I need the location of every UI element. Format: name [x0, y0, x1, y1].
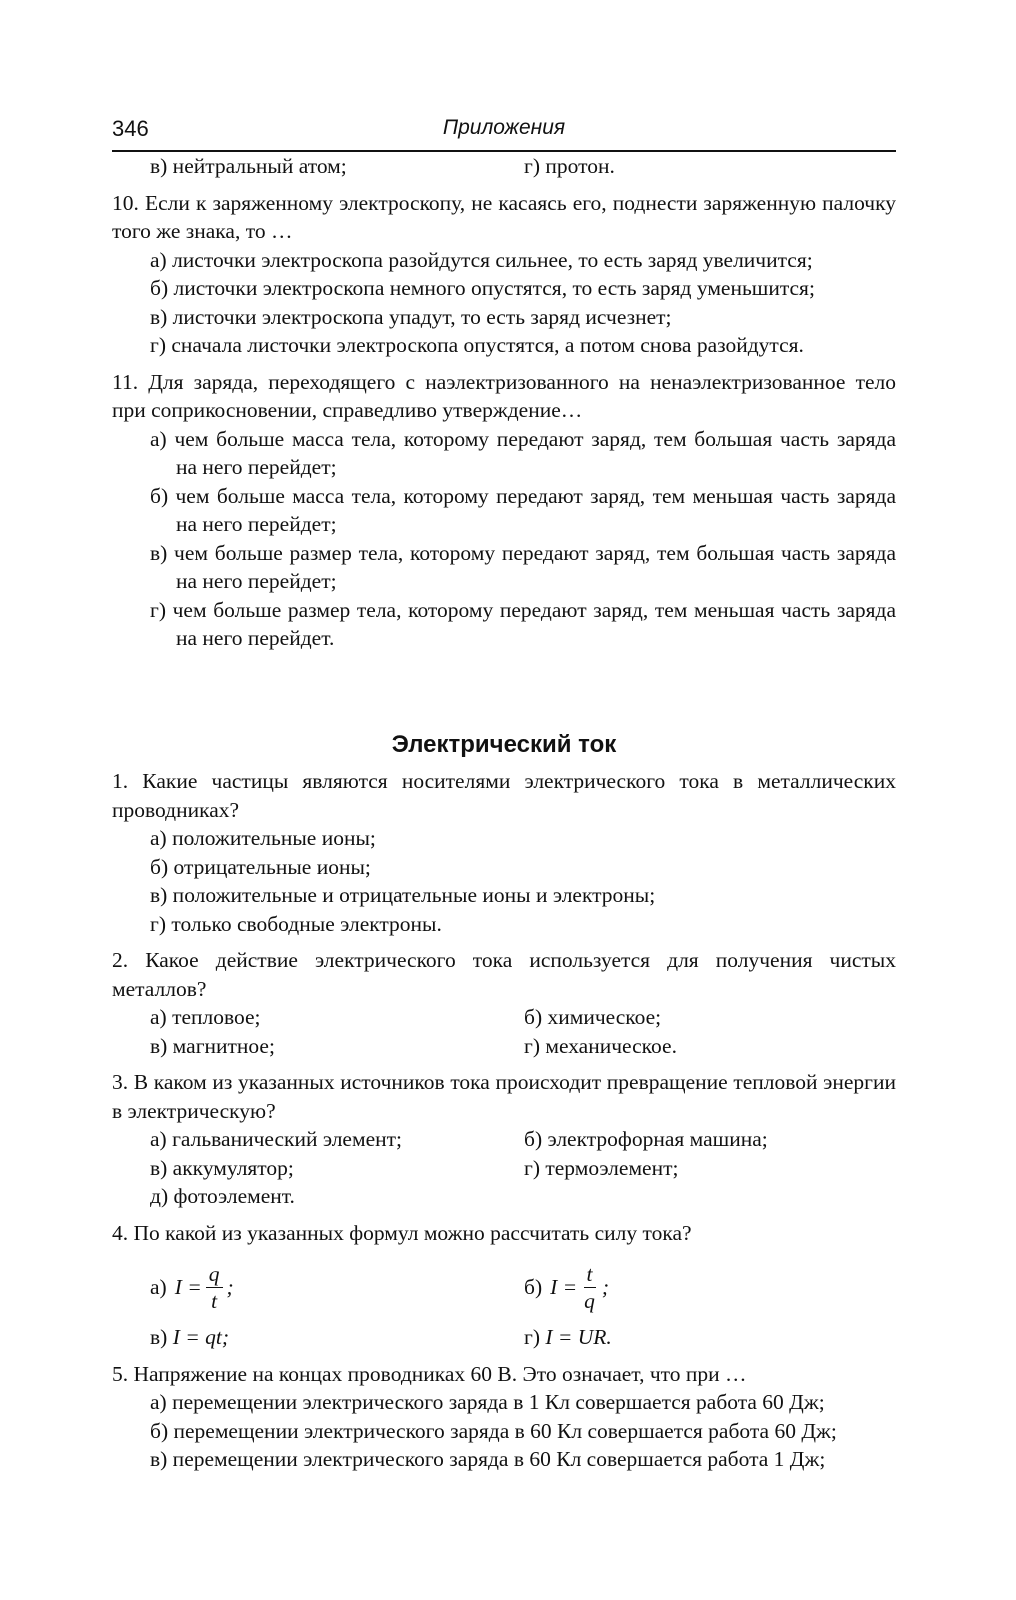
formula-tail: ; — [226, 1274, 234, 1299]
question-2 — [112, 946, 896, 1060]
options-row — [112, 1182, 896, 1211]
page-header — [112, 116, 896, 152]
question-10 — [112, 189, 896, 360]
option: б) электрофорная машина; — [524, 1127, 768, 1151]
options-row — [112, 1323, 896, 1352]
question-text: 10. Если к заряженному электроскопу, не касаясь его, поднести заряженную палочку того же знака, то … — [112, 190, 896, 243]
question-text: 3. В каком из указанных источников тока происходит превращение тепловой энергии в электрическую? — [112, 1070, 896, 1123]
formula-option-b — [524, 1261, 896, 1314]
option: б) отрицательные ионы; — [150, 854, 371, 879]
option: г) механическое. — [524, 1033, 677, 1058]
running-title: Приложения — [442, 116, 566, 139]
formula-row — [112, 1251, 896, 1323]
option-label: в) — [150, 1325, 168, 1349]
option: а) листочки электроскопа разойдутся сильнее, то есть заряд увеличится; — [150, 247, 813, 272]
option: в) перемещении электрического заряда в 60 Кл совершается работа 1 Дж; — [150, 1447, 826, 1471]
option-label: а) — [150, 1274, 167, 1299]
option: в) магнитное; — [150, 1033, 275, 1058]
option: б) химическое; — [524, 1005, 662, 1029]
formula-lhs: I = — [174, 1274, 202, 1299]
section-title: Электрический ток — [391, 730, 617, 758]
option: а) чем больше масса тела, которому передают заряд, тем большая часть заряда на него перейдет; — [150, 426, 896, 479]
option: г) термоэлемент; — [524, 1155, 679, 1180]
option: г) протон. — [524, 154, 615, 178]
option: д) фотоэлемент. — [150, 1184, 295, 1208]
formula-option-c — [112, 1323, 524, 1352]
formula: I = qt; — [172, 1325, 229, 1349]
question-5 — [112, 1360, 896, 1474]
option: б) перемещении электрического заряда в 60 Кл совершается работа 60 Дж; — [150, 1418, 837, 1443]
option: г) только свободные электроны. — [150, 911, 442, 936]
denominator: q — [584, 1288, 595, 1313]
option: в) чем больше размер тела, которому передают заряд, тем большая часть заряда на него перейдет; — [150, 540, 896, 593]
question-text: 11. Для заряда, переходящего с наэлектризованного на ненаэлектризованное тело при соприкосновении, справедливо утверждение… — [112, 369, 896, 422]
formula-lhs: I = — [550, 1274, 578, 1299]
numerator: t — [584, 1261, 596, 1288]
page-number: 346 — [112, 116, 149, 141]
question-4 — [112, 1219, 896, 1352]
option: г) сначала листочки электроскопа опустятся, а потом снова разойдутся. — [150, 333, 804, 357]
numerator: q — [206, 1261, 223, 1288]
option: а) перемещении электрического заряда в 1 Кл совершается работа 60 Дж; — [150, 1390, 825, 1414]
formula: I = UR. — [545, 1325, 612, 1349]
option: а) тепловое; — [150, 1005, 261, 1029]
question-text: 5. Напряжение на концах проводниках 60 В. Это означает, что при … — [112, 1361, 747, 1386]
option: а) гальванический элемент; — [150, 1127, 402, 1151]
option: б) листочки электроскопа немного опустятся, то есть заряд уменьшится; — [150, 276, 815, 300]
options-row — [112, 1154, 896, 1183]
question-3 — [112, 1068, 896, 1211]
option: б) чем больше масса тела, которому передают заряд, тем меньшая часть заряда на него перейдет; — [150, 483, 896, 536]
option: в) аккумулятор; — [150, 1155, 294, 1180]
question-text: 2. Какое действие электрического тока используется для получения чистых металлов? — [112, 948, 896, 1001]
fraction — [581, 1261, 598, 1314]
question-text: 4. По какой из указанных формул можно рассчитать силу тока? — [112, 1220, 692, 1245]
options-row — [112, 1003, 896, 1032]
option: в) положительные и отрицательные ионы и электроны; — [150, 883, 656, 907]
formula-tail: ; — [601, 1274, 610, 1299]
prev-question-options — [112, 152, 896, 181]
formula-option-d — [524, 1323, 896, 1352]
fraction — [206, 1261, 223, 1314]
option: в) листочки электроскопа упадут, то есть заряд исчезнет; — [150, 304, 672, 329]
option: г) чем больше размер тела, которому передают заряд, тем меньшая часть заряда на него перейдет. — [150, 597, 896, 650]
question-text: 1. Какие частицы являются носителями электрического тока в металлических проводниках? — [112, 769, 896, 822]
option-label: б) — [524, 1274, 543, 1299]
formula-option-a — [112, 1261, 524, 1314]
options-row — [112, 1125, 896, 1154]
question-1 — [112, 767, 896, 938]
options-row — [112, 1032, 896, 1061]
option: в) нейтральный атом; — [150, 154, 347, 178]
option-label: г) — [524, 1325, 540, 1349]
question-11 — [112, 368, 896, 653]
denominator: t — [211, 1288, 218, 1313]
page-content — [112, 152, 896, 1474]
option: а) положительные ионы; — [150, 826, 376, 850]
